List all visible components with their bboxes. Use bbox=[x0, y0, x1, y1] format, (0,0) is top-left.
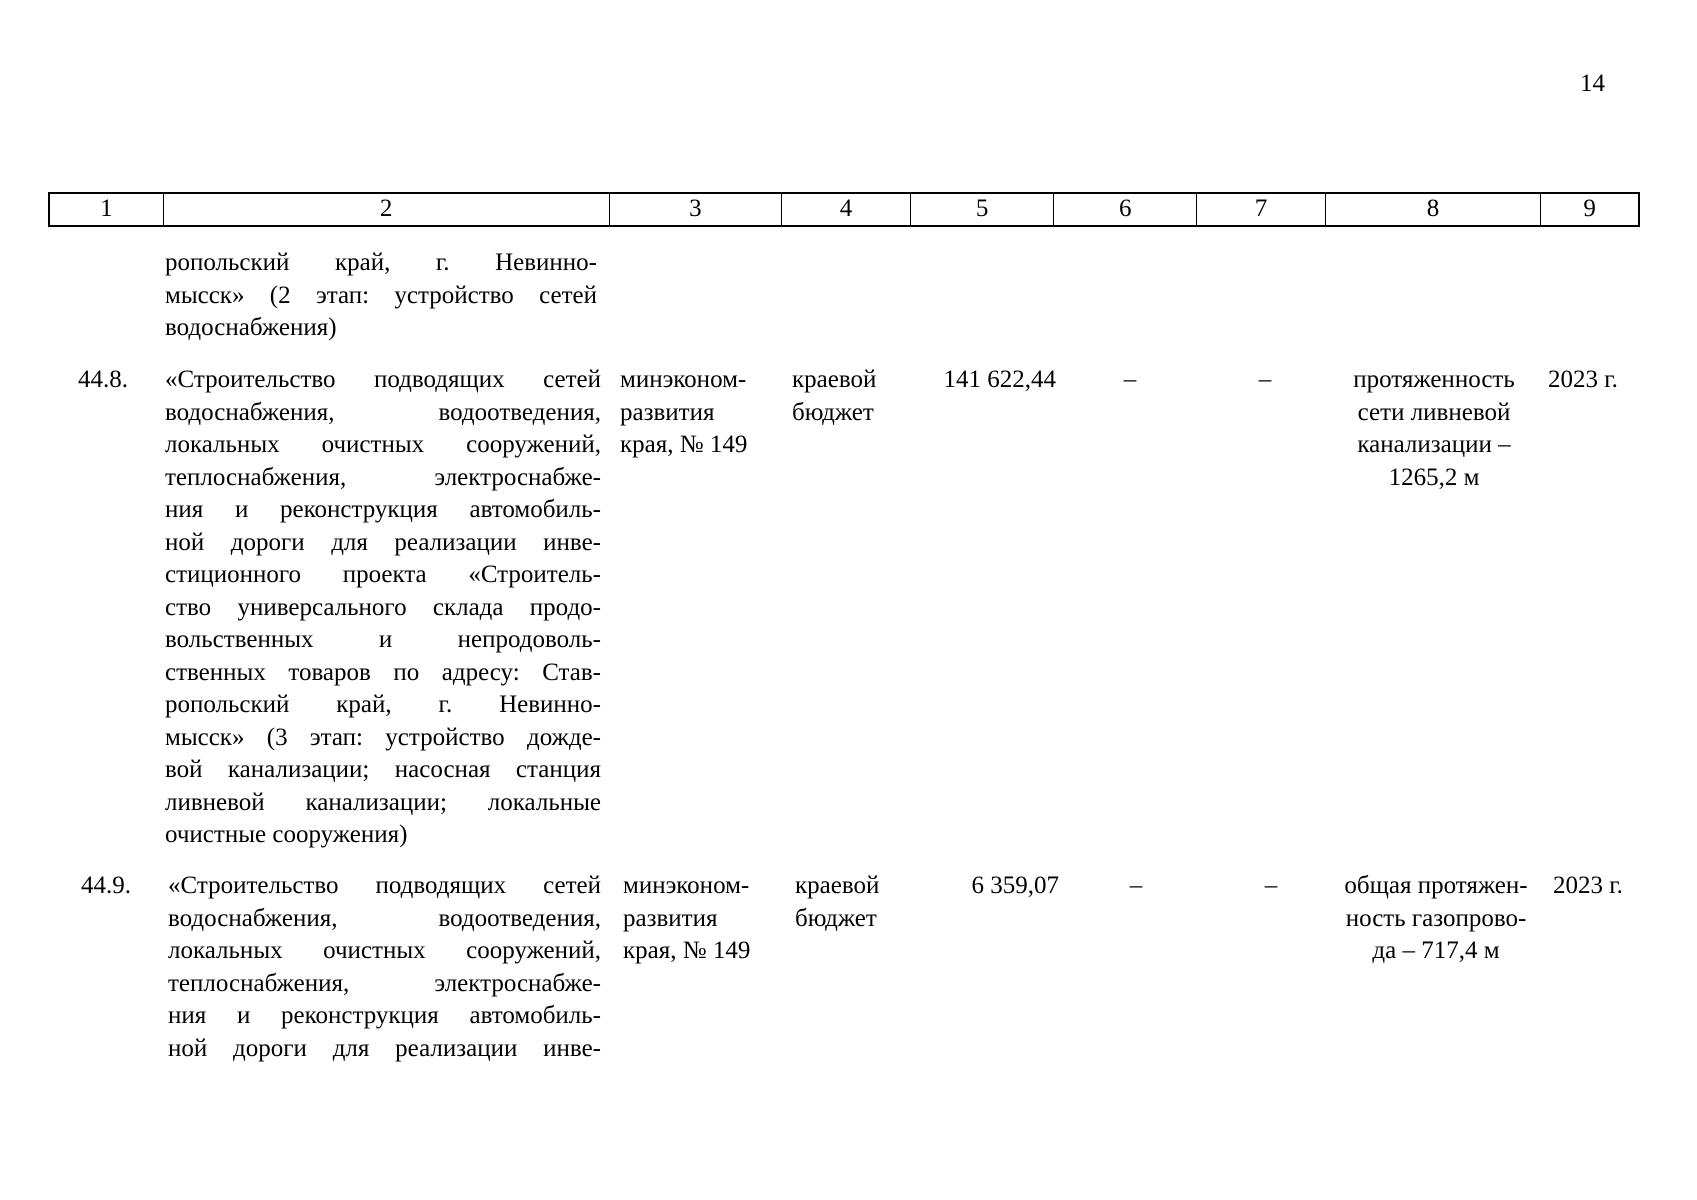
header-col-8: 8 bbox=[1326, 194, 1541, 225]
row-funding-source bbox=[792, 364, 902, 429]
row-result bbox=[1326, 364, 1542, 494]
text-line: вой канализации; насосная станция bbox=[165, 756, 601, 783]
text-line: краевой bbox=[795, 872, 880, 899]
text-line: ливневой канализации; локальные bbox=[165, 788, 601, 816]
text-line: стиционного проекта «Строитель- bbox=[165, 561, 601, 588]
row-col7: – bbox=[1264, 872, 1278, 899]
text-line: края, № 149 bbox=[623, 937, 751, 964]
header-col-7: 7 bbox=[1197, 194, 1326, 225]
row-name bbox=[168, 870, 601, 1065]
text-line: минэконом- bbox=[620, 366, 747, 393]
text-line: протяженность bbox=[1353, 366, 1515, 393]
header-col-6: 6 bbox=[1054, 194, 1197, 225]
header-col-5: 5 bbox=[911, 194, 1055, 225]
row-year: 2023 г. bbox=[1548, 366, 1618, 393]
text-line: ропольский край, г. Невинно- bbox=[165, 249, 597, 276]
text-line: бюджет bbox=[792, 398, 874, 426]
text-line: общая протяжен- bbox=[1344, 872, 1528, 899]
header-col-1: 1 bbox=[50, 194, 164, 225]
text-line: ропольский край, г. Невинно- bbox=[165, 691, 601, 718]
text-line: ство универсального склада продо- bbox=[165, 593, 601, 621]
text-line: развития bbox=[623, 904, 718, 932]
text-line: локальных очистных сооружений, bbox=[165, 431, 601, 458]
text-line: очистные сооружения) bbox=[165, 821, 408, 848]
text-line: ния и реконструкция автомобиль- bbox=[168, 1002, 601, 1029]
row-executor bbox=[620, 364, 780, 462]
row-executor bbox=[623, 870, 783, 968]
row-name bbox=[165, 364, 601, 852]
row-col6: – bbox=[1129, 872, 1143, 899]
text-line: водоснабжения, водоотведения, bbox=[165, 398, 601, 426]
text-line: локальных очистных сооружений, bbox=[168, 937, 601, 964]
row-funding-source bbox=[795, 870, 905, 935]
row-amount: 6 359,07 bbox=[971, 872, 1059, 899]
text-line: мысск» (2 этап: устройство сетей bbox=[165, 281, 597, 309]
text-line: вольственных и непродоволь- bbox=[165, 626, 601, 653]
text-line: краевой bbox=[792, 366, 877, 393]
text-line: теплоснабжения, электроснабже- bbox=[165, 463, 601, 491]
header-col-2: 2 bbox=[164, 194, 610, 225]
continuation-text bbox=[165, 247, 597, 345]
text-line: водоснабжения) bbox=[165, 314, 337, 341]
text-line: бюджет bbox=[795, 904, 877, 932]
row-col6: – bbox=[1123, 366, 1137, 393]
text-line: да – 717,4 м bbox=[1372, 937, 1500, 964]
page-number: 14 bbox=[1580, 70, 1605, 97]
text-line: края, № 149 bbox=[620, 431, 748, 458]
row-result bbox=[1326, 870, 1546, 968]
row-number: 44.8. bbox=[78, 366, 128, 393]
text-line: ной дороги для реализации инве- bbox=[168, 1034, 601, 1062]
header-col-9: 9 bbox=[1583, 195, 1596, 223]
text-line: водоснабжения, водоотведения, bbox=[168, 904, 601, 932]
text-line: «Строительство подводящих сетей bbox=[168, 872, 601, 899]
text-line: ность газопрово- bbox=[1345, 904, 1527, 932]
table-header-row bbox=[48, 192, 1640, 227]
text-line: мысск» (3 этап: устройство дожде- bbox=[165, 723, 601, 751]
text-line: развития bbox=[620, 398, 715, 426]
row-number: 44.9. bbox=[81, 872, 131, 899]
text-line: канализации – bbox=[1357, 431, 1511, 458]
header-col-3: 3 bbox=[610, 194, 783, 225]
text-line: теплоснабжения, электроснабже- bbox=[168, 969, 601, 997]
text-line: сети ливневой bbox=[1357, 398, 1511, 426]
row-col7: – bbox=[1258, 366, 1272, 393]
row-amount: 141 622,44 bbox=[943, 366, 1056, 393]
row-year: 2023 г. bbox=[1553, 872, 1623, 899]
text-line: минэконом- bbox=[623, 872, 750, 899]
text-line: 1265,2 м bbox=[1388, 463, 1480, 491]
header-col-4: 4 bbox=[782, 194, 911, 225]
text-line: «Строительство подводящих сетей bbox=[165, 366, 601, 393]
text-line: ной дороги для реализации инве- bbox=[165, 528, 601, 556]
text-line: ственных товаров по адресу: Став- bbox=[165, 658, 601, 686]
text-line: ния и реконструкция автомобиль- bbox=[165, 496, 601, 523]
